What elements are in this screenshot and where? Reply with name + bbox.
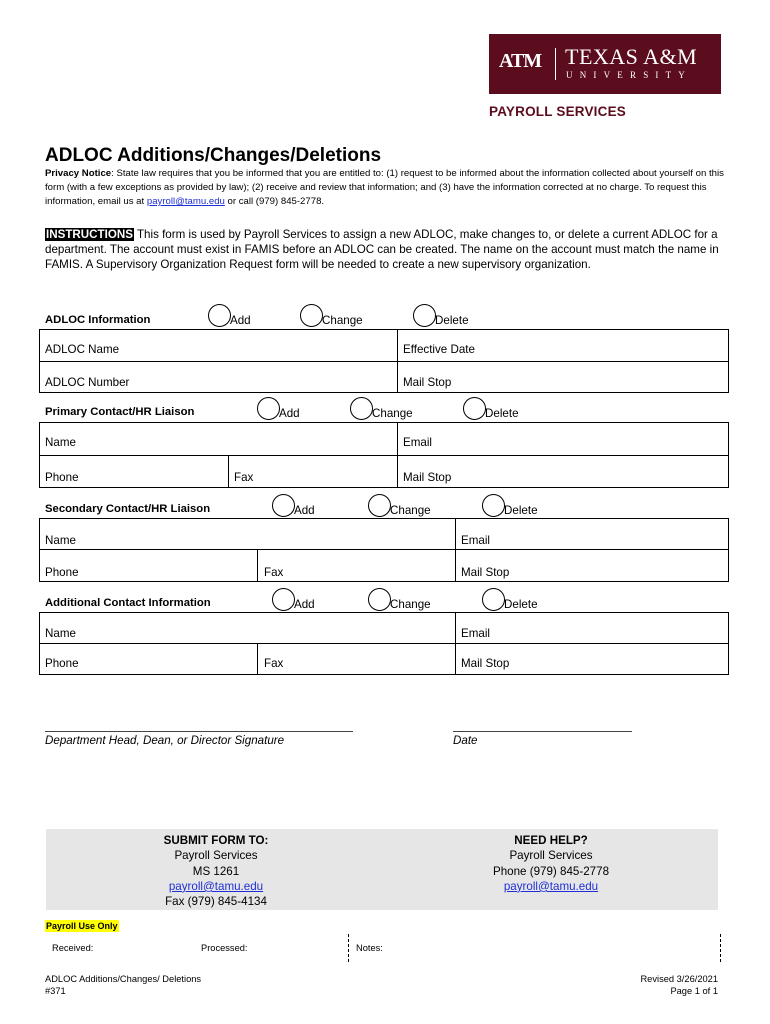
option-label: Change <box>322 314 363 327</box>
secondary-mail-stop-field[interactable]: Mail Stop <box>461 566 510 579</box>
secondary-section-label: Secondary Contact/HR Liaison <box>45 503 211 515</box>
adloc-number-field[interactable]: ADLOC Number <box>45 376 130 389</box>
secondary-change-option[interactable] <box>368 494 431 517</box>
privacy-text-after: or call (979) 845-2778. <box>224 196 325 207</box>
option-label: Delete <box>485 407 519 420</box>
privacy-label: Privacy Notice <box>45 168 112 179</box>
signature-label: Department Head, Dean, or Director Signature <box>45 734 285 747</box>
submit-help-box <box>46 829 718 910</box>
secondary-name-field[interactable]: Name <box>45 534 76 547</box>
submit-office: Payroll Services <box>174 849 258 863</box>
notes-divider <box>348 934 349 962</box>
adloc-section-label: ADLOC Information <box>45 314 151 326</box>
secondary-add-option[interactable] <box>272 494 315 517</box>
privacy-notice <box>45 167 725 209</box>
secondary-contact-table <box>39 518 729 582</box>
primary-add-option[interactable] <box>257 397 300 420</box>
additional-email-field[interactable]: Email <box>461 627 490 640</box>
tamu-logo <box>489 34 721 94</box>
option-label: Change <box>390 598 431 611</box>
primary-fax-field[interactable]: Fax <box>234 471 254 484</box>
footer-page: Page 1 of 1 <box>670 986 718 996</box>
adloc-name-field[interactable]: ADLOC Name <box>45 343 120 356</box>
adloc-add-option[interactable] <box>208 304 251 327</box>
option-label: Delete <box>435 314 469 327</box>
radio-change[interactable] <box>368 588 391 611</box>
instructions <box>45 227 725 272</box>
additional-delete-option[interactable] <box>482 588 538 611</box>
additional-mail-stop-field[interactable]: Mail Stop <box>461 657 510 670</box>
submit-form-block <box>131 833 301 909</box>
option-label: Add <box>294 504 315 517</box>
privacy-email-link[interactable]: payroll@tamu.edu <box>146 196 225 207</box>
primary-mail-stop-field[interactable]: Mail Stop <box>403 471 452 484</box>
logo-divider <box>555 48 556 80</box>
option-label: Add <box>279 407 300 420</box>
payroll-use-only-label: Payroll Use Only <box>46 921 118 931</box>
effective-date-field[interactable]: Effective Date <box>403 343 475 356</box>
adloc-delete-option[interactable] <box>413 304 469 327</box>
primary-phone-field[interactable]: Phone <box>45 471 79 484</box>
department-heading: PAYROLL SERVICES <box>489 104 626 119</box>
secondary-fax-field[interactable]: Fax <box>264 566 284 579</box>
radio-delete[interactable] <box>413 304 436 327</box>
instructions-tag: INSTRUCTIONS <box>46 228 133 241</box>
additional-add-option[interactable] <box>272 588 315 611</box>
additional-name-field[interactable]: Name <box>45 627 76 640</box>
notes-right-border <box>720 934 721 962</box>
radio-delete[interactable] <box>482 588 505 611</box>
signature-line[interactable] <box>45 731 353 732</box>
received-label: Received: <box>52 943 94 953</box>
help-heading: NEED HELP? <box>514 834 588 847</box>
additional-change-option[interactable] <box>368 588 431 611</box>
option-label: Change <box>390 504 431 517</box>
secondary-email-field[interactable]: Email <box>461 534 490 547</box>
option-label: Delete <box>504 598 538 611</box>
primary-name-field[interactable]: Name <box>45 436 76 449</box>
submit-mail-stop: MS 1261 <box>192 864 240 878</box>
submit-fax: Fax (979) 845-4134 <box>165 895 267 909</box>
option-label: Change <box>372 407 413 420</box>
help-email-link[interactable]: payroll@tamu.edu <box>503 879 599 893</box>
radio-add[interactable] <box>272 494 295 517</box>
adloc-change-option[interactable] <box>300 304 363 327</box>
secondary-delete-option[interactable] <box>482 494 538 517</box>
date-line[interactable] <box>453 731 632 732</box>
primary-section-label: Primary Contact/HR Liaison <box>45 406 195 418</box>
submit-heading: SUBMIT FORM TO: <box>163 834 269 847</box>
radio-change[interactable] <box>368 494 391 517</box>
radio-add[interactable] <box>272 588 295 611</box>
option-label: Add <box>294 598 315 611</box>
option-label: Delete <box>504 504 538 517</box>
logo-university: UNIVERSITY <box>566 70 692 80</box>
processed-label: Processed: <box>201 943 248 953</box>
additional-fax-field[interactable]: Fax <box>264 657 284 670</box>
additional-section-label: Additional Contact Information <box>45 597 211 609</box>
radio-delete[interactable] <box>463 397 486 420</box>
additional-phone-field[interactable]: Phone <box>45 657 79 670</box>
radio-add[interactable] <box>257 397 280 420</box>
help-phone: Phone (979) 845-2778 <box>492 864 610 878</box>
help-office: Payroll Services <box>509 849 593 863</box>
footer-revised: Revised 3/26/2021 <box>640 974 718 984</box>
adloc-mail-stop-field[interactable]: Mail Stop <box>403 376 452 389</box>
notes-label: Notes: <box>356 943 383 953</box>
need-help-block <box>466 833 636 894</box>
radio-change[interactable] <box>300 304 323 327</box>
instructions-text: This form is used by Payroll Services to assign a new ADLOC, make changes to, or delete a current ADLOC for a department. The account must exist in FAMIS before an ADLOC can be created. The name on the account must match the name in FAMIS. A Supervisory Organization Request form will be needed to create a new supervisory organization. <box>45 228 719 271</box>
radio-delete[interactable] <box>482 494 505 517</box>
primary-email-field[interactable]: Email <box>403 436 432 449</box>
primary-delete-option[interactable] <box>463 397 519 420</box>
submit-email-link[interactable]: payroll@tamu.edu <box>168 879 264 893</box>
privacy-text: : State law requires that you be informed that you are entitled to: (1) request to be informed about the information collected about yourself on this form (with a few exceptions as provided by law); (2) receive and review that information; and (3) have the information corrected at no charge. To request this information, email us at <box>45 168 724 207</box>
logo-wordmark: TEXAS A&M <box>565 44 698 69</box>
date-label: Date <box>453 734 478 747</box>
primary-change-option[interactable] <box>350 397 413 420</box>
footer-form-number: #371 <box>45 986 66 996</box>
radio-add[interactable] <box>208 304 231 327</box>
atm-emblem: ATM <box>499 50 542 72</box>
radio-change[interactable] <box>350 397 373 420</box>
footer-form-name: ADLOC Additions/Changes/ Deletions <box>45 974 202 984</box>
form-title: ADLOC Additions/Changes/Deletions <box>45 145 382 166</box>
option-label: Add <box>230 314 251 327</box>
secondary-phone-field[interactable]: Phone <box>45 566 79 579</box>
